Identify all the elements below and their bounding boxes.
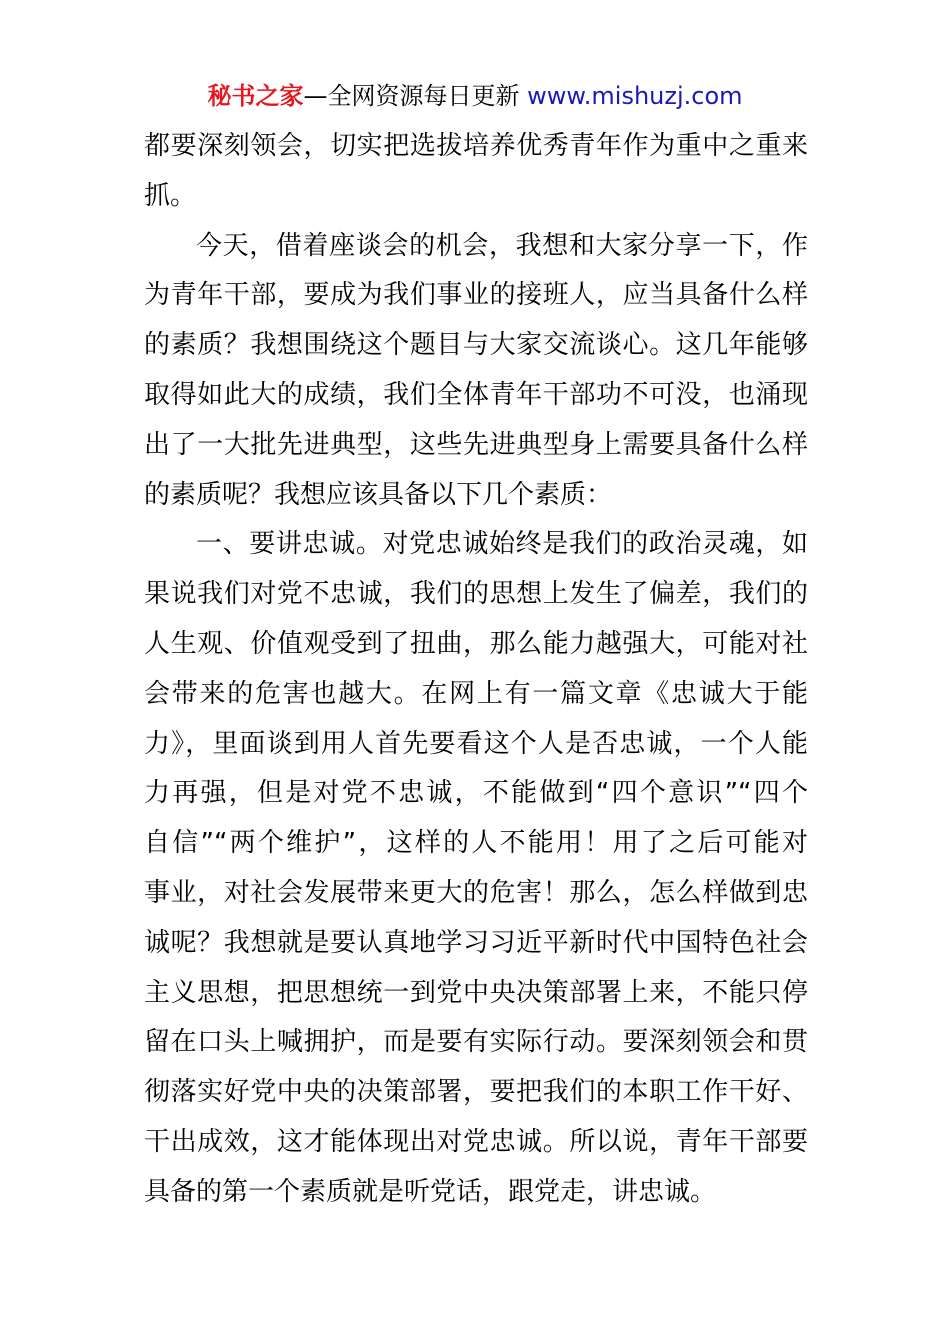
page-header — [0, 78, 950, 114]
header-tagline: —全网资源每日更新 — [303, 82, 528, 110]
text-line: 具备的第一个素质就是听党话，跟党走，讲忠诚。 — [144, 1176, 717, 1207]
text-line: 今天，借着座谈会的机会，我想和大家分享一下，作 — [196, 230, 808, 261]
text-line: 干出成效，这才能体现出对党忠诚。所以说，青年干部要 — [144, 1126, 808, 1157]
site-url-link[interactable]: www.mishuzj.com — [527, 82, 743, 110]
text-line: 的素质呢？我想应该具备以下几个素质： — [144, 479, 613, 510]
text-line: 抓。 — [144, 180, 197, 211]
text-line: 自信”“两个维护”，这样的人不能用！用了之后可能对 — [144, 828, 808, 859]
text-line: 留在口头上喊拥护，而是要有实际行动。要深刻领会和贯 — [144, 1027, 808, 1058]
text-line: 出了一大批先进典型，这些先进典型身上需要具备什么样 — [144, 429, 808, 460]
text-line: 人生观、价值观受到了扭曲，那么能力越强大，可能对社 — [144, 628, 808, 659]
text-line: 一、要讲忠诚。对党忠诚始终是我们的政治灵魂，如 — [196, 529, 808, 560]
text-line: 取得如此大的成绩，我们全体青年干部功不可没，也涌现 — [144, 379, 808, 410]
text-line: 会带来的危害也越大。在网上有一篇文章《忠诚大于能 — [144, 678, 808, 709]
text-line: 主义思想，把思想统一到党中央决策部署上来，不能只停 — [144, 977, 808, 1008]
document-body — [144, 122, 808, 1218]
brand-name: 秘书之家 — [207, 82, 304, 110]
text-line: 力再强，但是对党不忠诚，不能做到“四个意识”“四个 — [144, 778, 808, 809]
text-line: 诚呢？我想就是要认真地学习习近平新时代中国特色社会 — [144, 927, 808, 958]
text-line: 果说我们对党不忠诚，我们的思想上发生了偏差，我们的 — [144, 579, 808, 610]
text-line: 事业，对社会发展带来更大的危害！那么，怎么样做到忠 — [144, 877, 808, 908]
text-line: 彻落实好党中央的决策部署，要把我们的本职工作干好、 — [144, 1077, 808, 1108]
text-line: 都要深刻领会，切实把选拔培养优秀青年作为重中之重来 — [144, 131, 808, 161]
text-line: 力》，里面谈到用人首先要看这个人是否忠诚，一个人能 — [144, 728, 808, 759]
text-line: 的素质？我想围绕这个题目与大家交流谈心。这几年能够 — [144, 330, 808, 361]
text-line: 为青年干部，要成为我们事业的接班人，应当具备什么样 — [144, 280, 808, 311]
